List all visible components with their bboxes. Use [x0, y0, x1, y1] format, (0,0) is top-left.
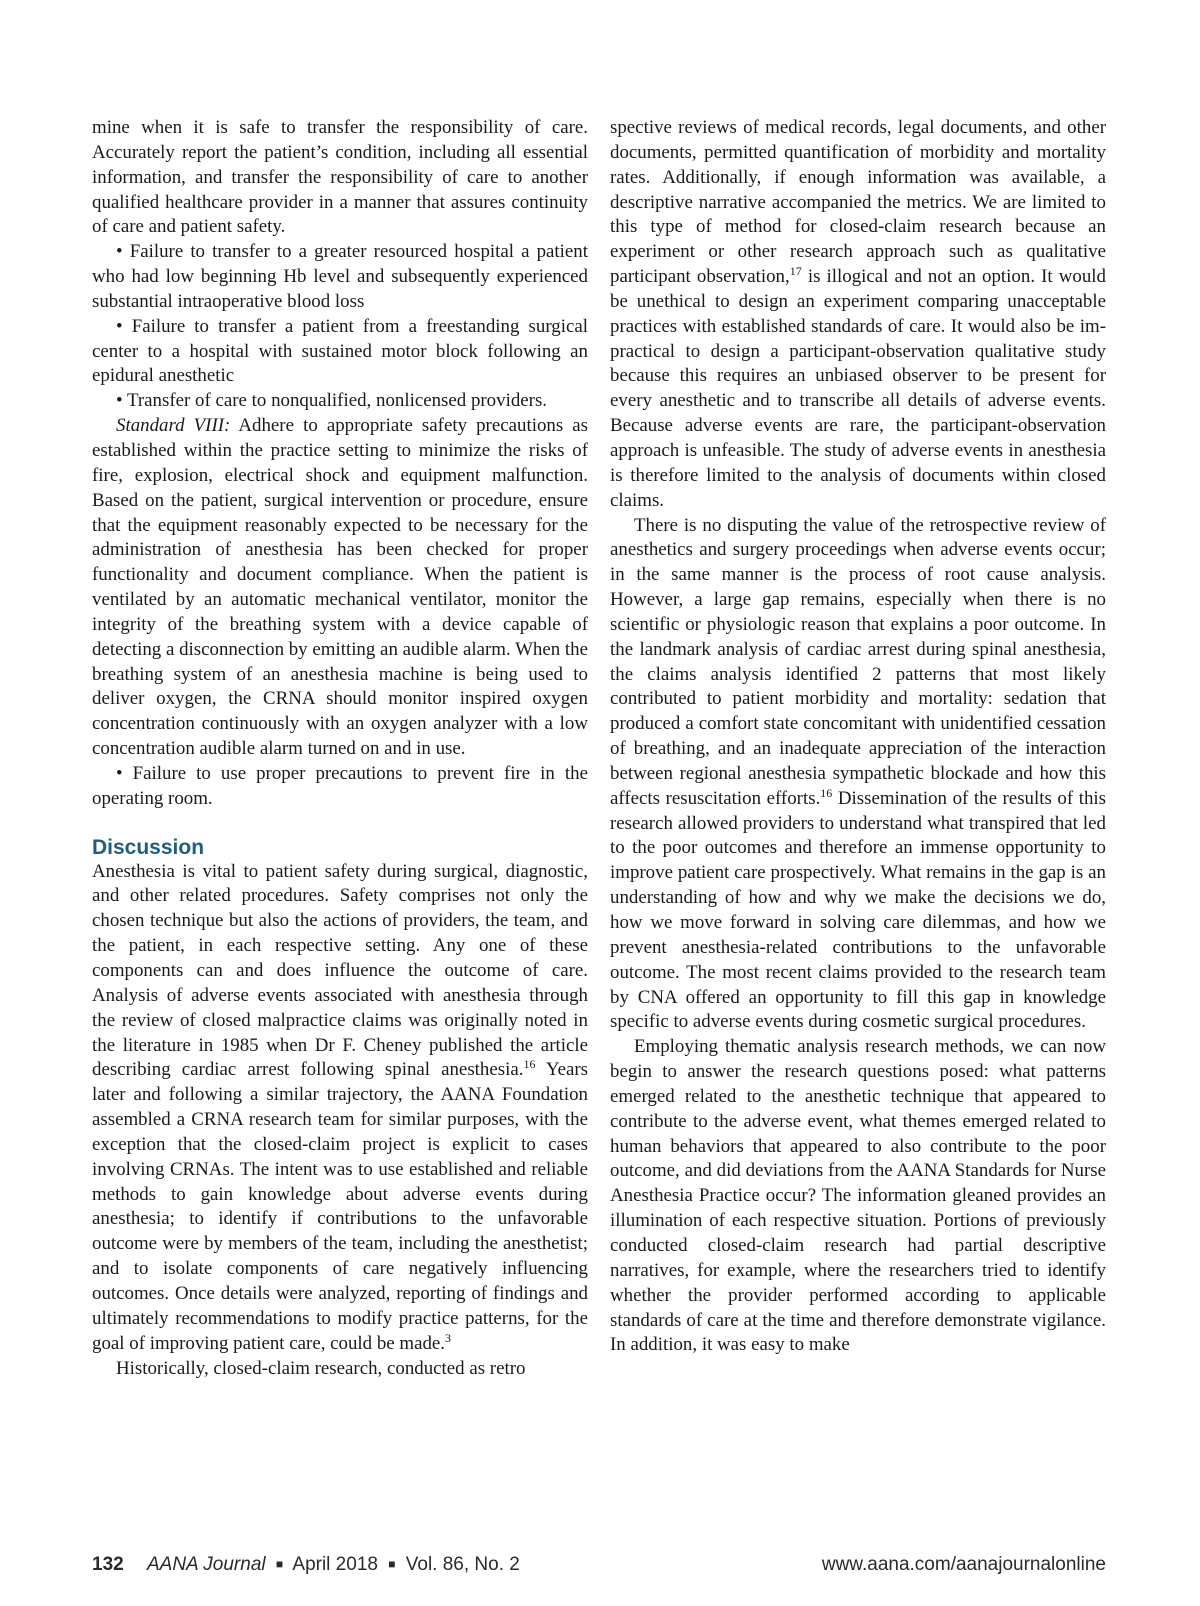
issue-volume: Vol. 86, No. 2	[405, 1554, 520, 1575]
journal-name: AANA Journal	[146, 1554, 266, 1575]
paragraph-discussion-intro	[92, 860, 588, 1357]
paragraph-retrospective-value	[610, 514, 1106, 1036]
standard-label: Standard VIII:	[116, 415, 231, 437]
text-segment: is illogical and not an option. It would be unethical to design an experiment comparing unacceptable practices with established standards of care. It would also be impractical to design a participant-observation qualitative study because this requires an unbiased observer to be present for every anesthetic and to transcribe all details of adverse events. Because adverse events are rare, the participant-observation approach is unfeasible. The study of adverse events in anesthesia is therefore limited to the analysis of documents within closed claims.	[610, 266, 1107, 511]
text-segment: spective reviews of medical records, legal documents, and other documents, permitted quantification of morbidity and mortality rates. Additionally, if enough information was available, a descriptive narrative accompanied the metrics. We are limited to this type of method for closed-claim research because an experiment or other research approach such as qualitative participant observation,	[610, 117, 1106, 288]
separator-icon: ■	[388, 1557, 396, 1571]
citation-ref: 16	[820, 785, 833, 800]
page-footer	[92, 1554, 1106, 1580]
paragraph-retrospective-reviews	[610, 116, 1106, 514]
citation-ref: 3	[445, 1330, 452, 1345]
citation-ref: 17	[789, 264, 802, 279]
text-segment: Dissemination of the results of this research allowed providers to understand what transpired that led to the poor outcomes and therefore an immense opportunity to improve patient care prospectively. What remains in the gap is an understanding of how and why we make the decisions we do, how we move forward in solving care dilemmas, and how we prevent anesthesia-related contributions to the unfavorable outcome. The most recent claims provided to the research team by CNA offered an opportunity to fill this gap in knowledge specific to adverse events during cosmetic surgical procedures.	[610, 787, 1106, 1033]
citation-ref: 16	[523, 1057, 536, 1072]
text-segment: Years later and following a similar trajectory, the AANA Foundation assembled a CRNA research team for similar purposes, with the exception that the closed-claim project is explicit to cases involving CRNAs. The intent was to use established and reliable methods to gain knowledge about adverse events during anesthesia; to identify if contributions to the unfavorable outcome were by members of the team, including the anesthetist; and to isolate components of care negatively influencing outcomes. Once details were analyzed, reporting of findings and ultimately recommendations to modify practice patterns, for the goal of improving patient care, could be made.	[92, 1059, 589, 1354]
bullet-item: • Failure to transfer to a greater resourced hospital a patient who had low beginning Hb level and subsequently experienced substantial intraoperative blood loss	[92, 241, 588, 312]
standard-text: Adhere to appropriate safety precautions as established within the practice setting to minimize the risks of fire, explosion, electrical shock and equipment malfunction. Based on the patient, surgical intervention or procedure, ensure that the equipment reasonably expected to be necessary for the administration of anesthesia has been checked for proper functionality and document compliance. When the patient is ventilated by an automatic mechanical ventilator, monitor the integrity of the breathing system with a device capable of detecting a disconnection by emitting an audible alarm. When the breathing system of an anesthesia machine is being used to deliver oxygen, the CRNA should monitor inspired oxygen concentration continuously with an oxygen analyzer with a low concentration audible alarm turned on and in use.	[92, 415, 588, 760]
bullet-item: • Transfer of care to nonqualified, nonlicensed providers.	[116, 390, 548, 412]
bullet-item: • Failure to use proper precautions to prevent fire in the operating room.	[92, 762, 588, 809]
separator-icon: ■	[275, 1557, 284, 1571]
paragraph-historically: Historically, closed-claim research, conducted as retro	[116, 1357, 526, 1379]
bullet-item: • Failure to transfer a patient from a freestanding surgical center to a hospital with sustained motor block following an epidural anesthetic	[92, 315, 588, 387]
left-column	[92, 116, 588, 1381]
issue-date: April 2018	[292, 1554, 378, 1575]
paragraph-standard-viii	[92, 414, 588, 762]
paragraph-transfer-of-care: mine when it is safe to transfer the responsibility of care. Accurately report the patient’s condition, including all essential information, and transfer the responsibility of care to another qualified healthcare provider in a manner that assures continuity of care and patient safety.	[92, 117, 588, 238]
journal-url[interactable]: www.aana.com/aanajournalonline	[821, 1554, 1106, 1575]
text-segment: Anesthesia is vital to patient safety during surgical, diagnostic, and other related procedures. Safety comprises not only the chosen technique but also the actions of providers, the team, and the patient, in each respective setting. Any one of these components can and does influence the outcome of care. Analysis of adverse events associated with anesthesia through the review of closed malpractice claims was originally noted in the literature in 1985 when Dr F. Cheney published the article describing cardiac arrest following spinal anesthesia.	[92, 860, 588, 1081]
right-column	[610, 116, 1106, 1358]
paragraph-thematic-analysis: Employing thematic analysis research methods, we can now begin to answer the research questions posed: what patterns emerged related to the anesthetic technique that appeared to contribute to the adverse event, what themes emerged related to human behaviors that appeared to also contribute to the poor outcome, and did deviations from the AANA Standards for Nurse Anesthesia Practice occur? The information gleaned provides an illumination of each respective situation. Portions of previously conducted closed-claim research had partial descriptive narratives, for example, where the researchers tried to identify whether the provider performed according to applicable standards of care at the time and therefore demonstrate vigilance. In addition, it was easy to make	[610, 1036, 1106, 1356]
section-heading-discussion: Discussion	[92, 835, 205, 859]
page-number: 132	[92, 1554, 124, 1575]
text-segment: There is no disputing the value of the retrospective review of anesthetics and surgery proceedings when adverse events occur; in the same manner is the process of root cause analysis. However, a large gap remains, especially when there is no scientific or physiologic reason that explains a poor outcome. In the landmark analysis of cardiac arrest during spinal anesthesia, the claims analysis identified 2 patterns that most likely contributed to patient morbidity and mortality: sedation that produced a comfort state concomitant with unidentified cessation of breathing, and an inadequate appreciation of the interaction between regional anesthesia sympathetic blockade and how this affects resuscitation efforts.	[610, 514, 1106, 809]
